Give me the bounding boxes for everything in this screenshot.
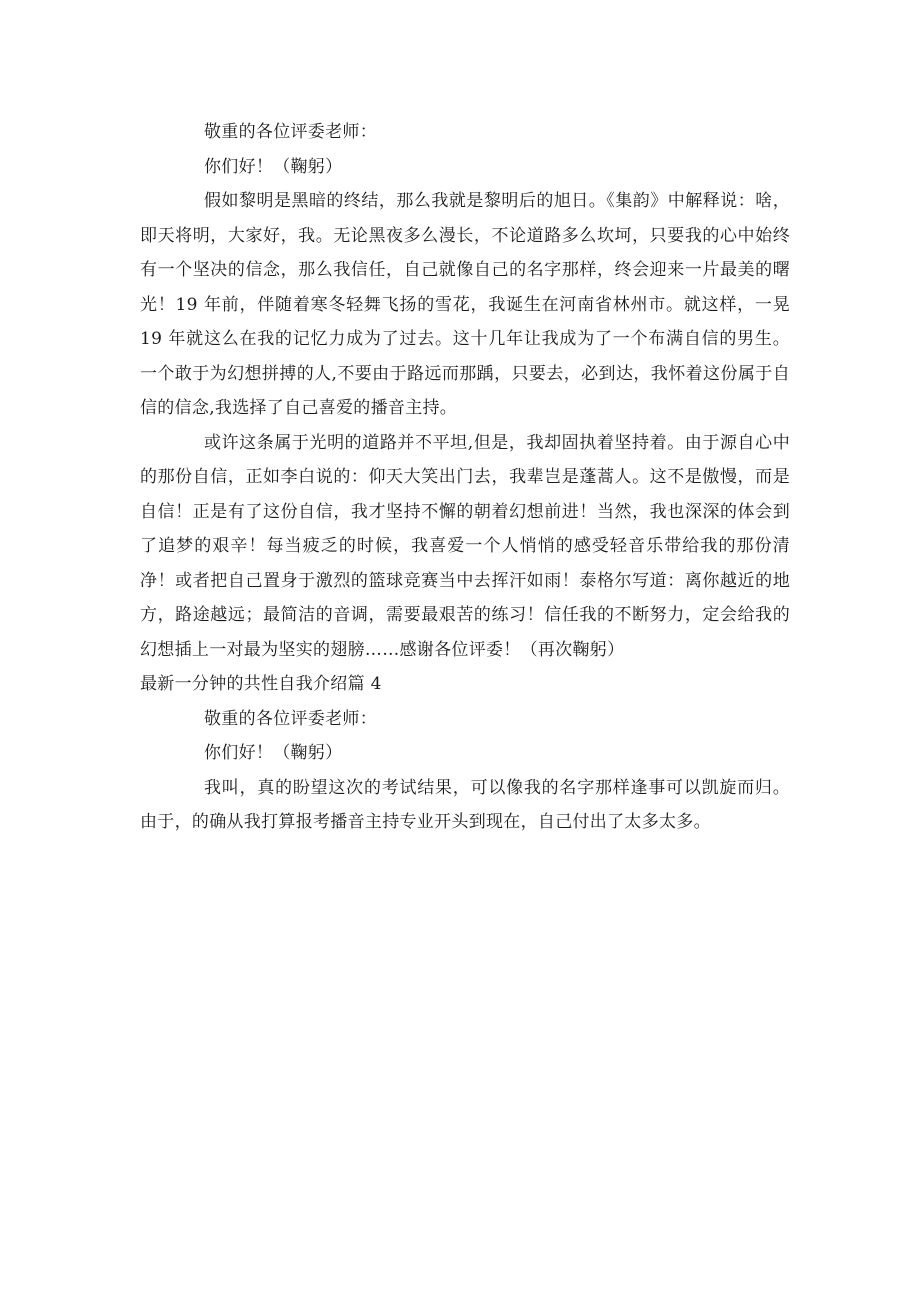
body-paragraph: 我叫，真的盼望这次的考试结果，可以像我的名字那样逢事可以凯旋而归。由于，的确从我打算报考播音主持专业开头到现在，自己付出了太多太多。 bbox=[140, 777, 790, 832]
greeting: 你们好！（鞠躬） bbox=[204, 156, 343, 177]
greeting: 你们好！（鞠躬） bbox=[204, 743, 343, 763]
section-heading: 最新一分钟的共性自我介绍篇 4 bbox=[140, 674, 382, 694]
body-paragraph: 假如黎明是黑暗的终结，那么我就是黎明后的旭日。《集韵》中解释说：啥，即天将明，大家好，我。无论黑夜多么漫长，不论道路多么坎坷，只要我的心中始终有一个坚决的信念，那么我信任，自己就像自己的名字那样，终会迎来一片最美的曙光！19 年前，伴随着寒冬轻舞飞扬的雪花，我诞生在河南省林州市。就这样，一晃 19 年就这么在我的记忆力成为了过去。这十几年让我成为了一个布满自信的男生。一个敢于为幻想拼搏的人,不要由于路远而那踽，只要去，必到达，我怀着这份属于自信的信念,我选择了自己喜爱的播音主持。 bbox=[140, 191, 790, 418]
salutation: 敬重的各位评委老师： bbox=[204, 708, 377, 729]
body-paragraph: 或许这条属于光明的道路并不平坦,但是，我却固执着坚持着。由于源自心中的那份自信，正如李白说的：仰天大笑出门去，我辈岂是蓬蒿人。这不是傲慢，而是自信！正是有了这份自信，我才坚持不懈的朝着幻想前进！当然，我也深深的体会到了追梦的艰辛！每当疲乏的时候，我喜爱一个人悄悄的感受轻音乐带给我的那份清净！或者把自己置身于激烈的篮球竞赛当中去挥汗如雨！泰格尔写道：离你越近的地方，路途越远；最简洁的音调，需要最艰苦的练习！信任我的不断努力，定会给我的幻想插上一对最为坚实的翅膀……感谢各位评委！（再次鞠躬） bbox=[140, 432, 790, 660]
document-body bbox=[140, 115, 790, 840]
salutation: 敬重的各位评委老师： bbox=[204, 122, 377, 142]
